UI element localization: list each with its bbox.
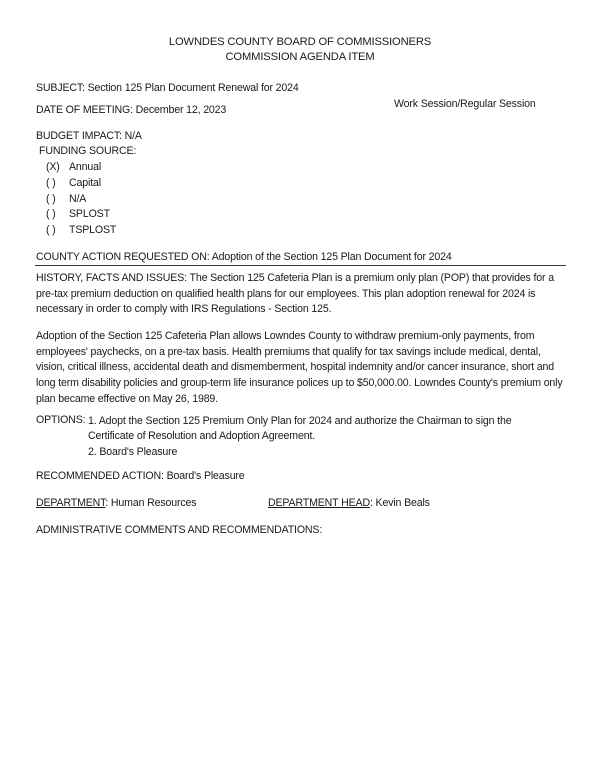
funding-option-na <box>46 193 86 205</box>
department-head <box>268 497 430 509</box>
department-head-label: DEPARTMENT HEAD <box>268 497 370 509</box>
checkbox-mark: ( ) <box>46 177 56 189</box>
subject-line: SUBJECT: Section 125 Plan Document Renewal for 2024 <box>36 82 299 94</box>
option-item: 2. Board's Pleasure <box>88 445 178 458</box>
funding-option-annual <box>46 161 101 173</box>
option-item-continued: Certificate of Resolution and Adoption Agreement. <box>88 430 316 443</box>
department-head-value: : Kevin Beals <box>369 497 430 509</box>
options-label: OPTIONS: <box>36 414 86 426</box>
options-list <box>88 414 511 460</box>
county-action-requested: COUNTY ACTION REQUESTED ON: Adoption of the Section 125 Plan Document for 2024 <box>36 251 452 263</box>
funding-option-splost <box>46 208 110 220</box>
option-item: 1. Adopt the Section 125 Premium Only Plan for 2024 and authorize the Chairman to sign the <box>88 415 512 427</box>
department-label: DEPARTMENT <box>36 497 106 509</box>
funding-option-label: Annual <box>69 161 102 173</box>
checkbox-mark: ( ) <box>46 193 56 205</box>
department-value: : Human Resources <box>105 497 197 509</box>
funding-option-label: Capital <box>69 177 101 189</box>
funding-option-capital <box>46 177 101 189</box>
funding-source-label: FUNDING SOURCE: <box>39 145 137 157</box>
session-type: Work Session/Regular Session <box>394 98 536 110</box>
funding-option-label: N/A <box>69 193 87 205</box>
funding-option-label: SPLOST <box>69 208 110 220</box>
funding-option-label: TSPLOST <box>69 224 117 236</box>
checkbox-mark: (X) <box>46 161 60 173</box>
budget-impact: BUDGET IMPACT: N/A <box>36 130 142 142</box>
funding-option-tsplost <box>46 224 116 236</box>
recommended-action: RECOMMENDED ACTION: Board's Pleasure <box>36 470 245 482</box>
checkbox-mark: ( ) <box>46 224 56 236</box>
department <box>36 497 196 509</box>
administrative-comments: ADMINISTRATIVE COMMENTS AND RECOMMENDATIONS: <box>36 524 323 536</box>
adoption-paragraph: Adoption of the Section 125 Cafeteria Plan allows Lowndes County to withdraw premium-only payments, from employees' paychecks, on a pre-tax basis. Health premiums that qualify for tax savings include medical, dental, vision, critical illness, accidental death and dismemberment, hospital indemnity and/or cancer insurance, short and long term disability policies and group-term life insurance polices up to $50,000.00. Lowndes County's premium only plan became effective on May 26, 1989. <box>36 330 563 405</box>
header-org-title: LOWNDES COUNTY BOARD OF COMMISSIONERS <box>168 36 432 48</box>
history-facts-issues: HISTORY, FACTS AND ISSUES: The Section 125 Cafeteria Plan is a premium only plan (POP) that provides for a pre-tax premium deduction on qualified health plans for our employees. This plan adoption renewal for 2024 is necessary in order to comply with IRS Regulations - Section 125. <box>36 272 554 316</box>
checkbox-mark: ( ) <box>46 208 56 220</box>
section-divider <box>35 265 566 266</box>
date-of-meeting: DATE OF MEETING: December 12, 2023 <box>36 104 227 116</box>
header-doc-title: COMMISSION AGENDA ITEM <box>225 51 375 63</box>
